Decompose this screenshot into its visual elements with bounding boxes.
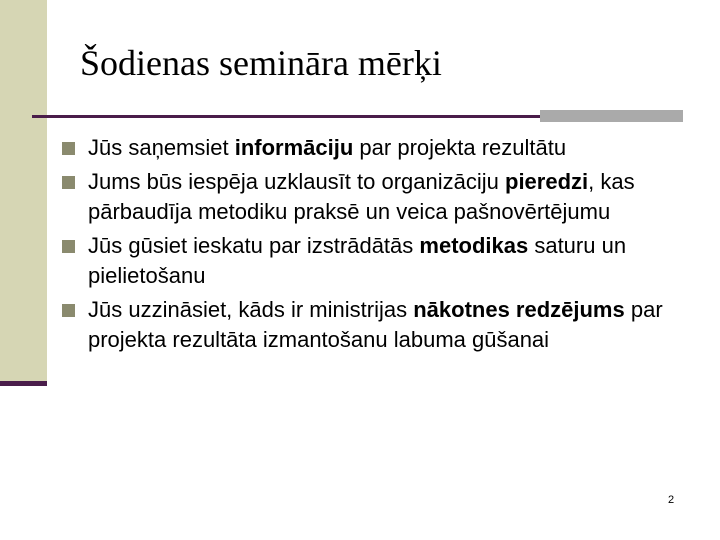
bullet-emphasis: nākotnes redzējums bbox=[413, 297, 625, 322]
square-bullet-icon bbox=[62, 304, 75, 317]
bullet-text: Jums būs iespēja uzklausīt to organizāciju bbox=[88, 169, 505, 194]
bullet-text: par projekta rezultāta izmantošanu labuma gūšanai bbox=[88, 297, 663, 352]
bullet-text: Jūs gūsiet ieskatu par izstrādātās bbox=[88, 233, 420, 258]
bullet-item bbox=[62, 133, 702, 163]
bullet-text: Jūs uzzināsiet, kāds ir ministrijas bbox=[88, 297, 414, 322]
bullet-emphasis: informāciju bbox=[234, 135, 354, 160]
sidebar-band bbox=[0, 0, 47, 383]
page-number: 2 bbox=[668, 494, 675, 506]
bullet-list bbox=[62, 133, 702, 359]
sidebar-footer-bar bbox=[0, 381, 47, 386]
bullet-item bbox=[62, 295, 702, 355]
title-rule-accent bbox=[540, 110, 683, 122]
bullet-text: saturu un pielietošanu bbox=[88, 233, 627, 288]
bullet-text: par projekta rezultātu bbox=[353, 135, 567, 160]
bullet-text: Jūs saņemsiet bbox=[88, 135, 235, 160]
bullet-text: , kas pārbaudīja metodiku praksē un veica pašnovērtējumu bbox=[88, 169, 635, 224]
bullet-emphasis: pieredzi bbox=[505, 169, 589, 194]
bullet-item bbox=[62, 231, 702, 291]
square-bullet-icon bbox=[62, 240, 75, 253]
square-bullet-icon bbox=[62, 142, 75, 155]
bullet-emphasis: metodikas bbox=[419, 233, 529, 258]
bullet-item bbox=[62, 167, 702, 227]
square-bullet-icon bbox=[62, 176, 75, 189]
slide-title: Šodienas semināra mērķi bbox=[80, 43, 442, 83]
